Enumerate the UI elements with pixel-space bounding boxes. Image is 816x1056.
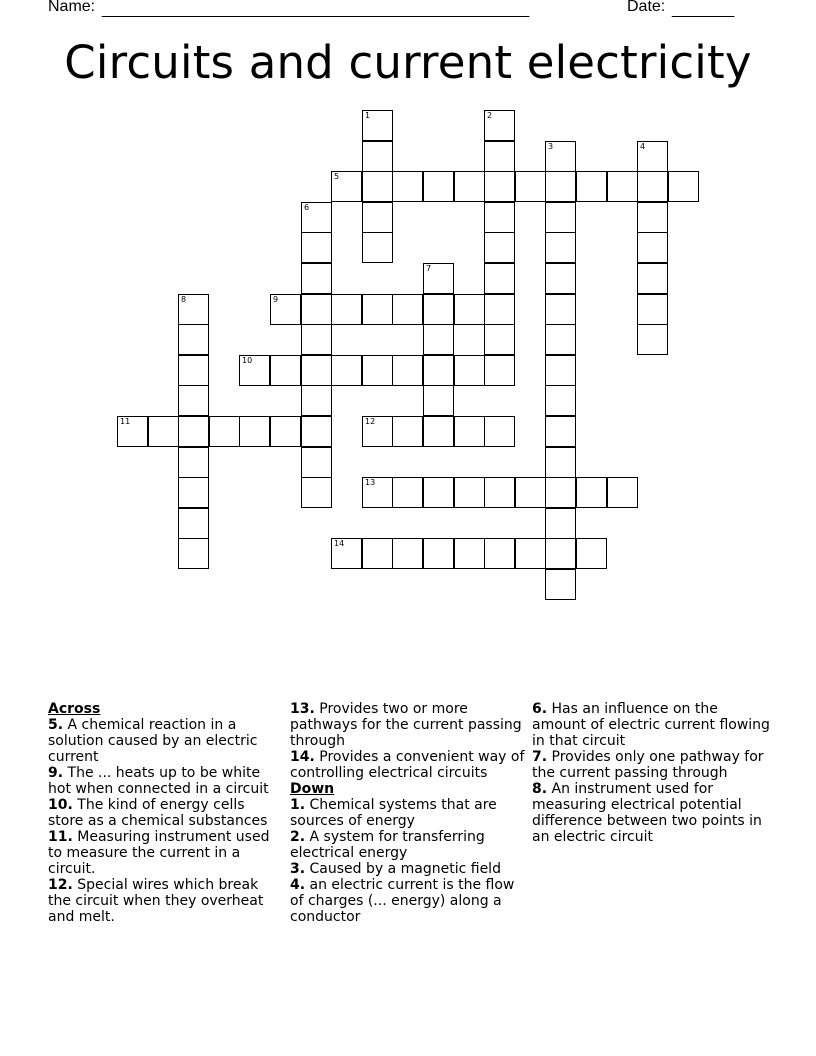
crossword-cell[interactable] bbox=[392, 294, 423, 325]
clues-column-2 bbox=[290, 701, 526, 925]
crossword-cell[interactable] bbox=[239, 416, 270, 447]
crossword-cell[interactable] bbox=[484, 110, 515, 141]
clue-number: 14. bbox=[290, 749, 315, 765]
across-heading: Across bbox=[48, 701, 101, 717]
crossword-cell[interactable] bbox=[362, 171, 393, 202]
crossword-cell[interactable] bbox=[331, 538, 362, 569]
clue-number: 3. bbox=[290, 861, 306, 877]
crossword-cell[interactable] bbox=[454, 477, 485, 508]
crossword-cell[interactable] bbox=[178, 355, 209, 386]
crossword-cell[interactable] bbox=[423, 294, 454, 325]
clue-text: Measuring instrument used to measure the current in a circuit. bbox=[48, 829, 270, 877]
clue-across-9 bbox=[48, 765, 284, 797]
cell-number: 13 bbox=[365, 478, 376, 487]
crossword-cell[interactable] bbox=[301, 385, 332, 416]
crossword-cell[interactable] bbox=[301, 263, 332, 294]
crossword-cell[interactable] bbox=[423, 171, 454, 202]
crossword-cell[interactable] bbox=[392, 477, 423, 508]
clue-number: 6. bbox=[532, 701, 548, 717]
clue-text: Has an influence on the amount of electric current flowing in that circuit bbox=[532, 701, 770, 749]
crossword-cell[interactable] bbox=[545, 355, 576, 386]
crossword-cell[interactable] bbox=[515, 538, 546, 569]
crossword-cell[interactable] bbox=[545, 477, 576, 508]
crossword-cell[interactable] bbox=[423, 385, 454, 416]
crossword-cell[interactable] bbox=[454, 294, 485, 325]
clue-down-8 bbox=[532, 781, 772, 845]
clue-number: 9. bbox=[48, 765, 64, 781]
cell-number: 1 bbox=[365, 111, 371, 120]
page-title: Circuits and current electricity bbox=[64, 36, 752, 89]
cell-number: 2 bbox=[487, 111, 493, 120]
crossword-cell[interactable] bbox=[331, 355, 362, 386]
crossword-cell[interactable] bbox=[454, 355, 485, 386]
clue-text: Provides only one pathway for the current passing through bbox=[532, 749, 764, 781]
crossword-cell[interactable] bbox=[545, 232, 576, 263]
crossword-cell[interactable] bbox=[392, 355, 423, 386]
crossword-cell[interactable] bbox=[301, 355, 332, 386]
clue-down-2 bbox=[290, 829, 526, 861]
cell-number: 12 bbox=[365, 417, 376, 426]
clue-text: Special wires which break the circuit when they overheat and melt. bbox=[48, 877, 264, 925]
clue-number: 5. bbox=[48, 717, 64, 733]
crossword-cell[interactable] bbox=[362, 110, 393, 141]
crossword-cell[interactable] bbox=[178, 385, 209, 416]
crossword-cell[interactable] bbox=[301, 416, 332, 447]
crossword-cell[interactable] bbox=[178, 294, 209, 325]
crossword-cell[interactable] bbox=[423, 263, 454, 294]
cell-number: 10 bbox=[242, 356, 253, 365]
crossword-cell[interactable] bbox=[637, 294, 668, 325]
crossword-cell[interactable] bbox=[545, 202, 576, 233]
date-label: Date: bbox=[627, 0, 666, 15]
crossword-cell[interactable] bbox=[178, 508, 209, 539]
crossword-cell[interactable] bbox=[362, 202, 393, 233]
crossword-cell[interactable] bbox=[545, 263, 576, 294]
clue-text: A chemical reaction in a solution caused by an electric current bbox=[48, 717, 258, 765]
crossword-cell[interactable] bbox=[545, 447, 576, 478]
crossword-cell[interactable] bbox=[301, 477, 332, 508]
crossword-cell[interactable] bbox=[454, 538, 485, 569]
clue-number: 2. bbox=[290, 829, 306, 845]
crossword-cell[interactable] bbox=[484, 477, 515, 508]
crossword-cell[interactable] bbox=[484, 324, 515, 355]
crossword-cell[interactable] bbox=[270, 416, 301, 447]
crossword-cell[interactable] bbox=[576, 538, 607, 569]
cell-number: 8 bbox=[181, 295, 187, 304]
down-heading: Down bbox=[290, 781, 335, 797]
crossword-cell[interactable] bbox=[576, 171, 607, 202]
crossword-cell[interactable] bbox=[484, 538, 515, 569]
clue-down-4 bbox=[290, 877, 526, 925]
clue-text: Provides two or more pathways for the current passing through bbox=[290, 701, 522, 749]
crossword-cell[interactable] bbox=[545, 385, 576, 416]
crossword-cell[interactable] bbox=[545, 141, 576, 172]
crossword-cell[interactable] bbox=[423, 416, 454, 447]
crossword-cell[interactable] bbox=[484, 171, 515, 202]
crossword-cell[interactable] bbox=[515, 171, 546, 202]
cell-number: 11 bbox=[120, 417, 131, 426]
crossword-cell[interactable] bbox=[576, 477, 607, 508]
name-field-line[interactable]: ________________________________________________ bbox=[102, 1, 530, 18]
crossword-cell[interactable] bbox=[148, 416, 179, 447]
crossword-cell[interactable] bbox=[392, 416, 423, 447]
date-field-line[interactable]: _______ bbox=[672, 1, 735, 18]
crossword-cell[interactable] bbox=[362, 477, 393, 508]
clue-number: 13. bbox=[290, 701, 315, 717]
clue-down-7 bbox=[532, 749, 772, 781]
crossword-cell[interactable] bbox=[209, 416, 240, 447]
cell-number: 3 bbox=[548, 142, 554, 151]
crossword-cell[interactable] bbox=[239, 355, 270, 386]
crossword-cell[interactable] bbox=[392, 171, 423, 202]
crossword-cell[interactable] bbox=[331, 171, 362, 202]
crossword-cell[interactable] bbox=[270, 355, 301, 386]
clue-down-3 bbox=[290, 861, 526, 877]
cell-number: 14 bbox=[334, 539, 345, 548]
crossword-cell[interactable] bbox=[484, 416, 515, 447]
clue-across-5 bbox=[48, 717, 284, 765]
clue-text: an electric current is the flow of charges (... energy) along a conductor bbox=[290, 877, 515, 925]
crossword-cell[interactable] bbox=[178, 324, 209, 355]
crossword-cell[interactable] bbox=[637, 141, 668, 172]
crossword-cell[interactable] bbox=[545, 171, 576, 202]
crossword-cell[interactable] bbox=[545, 508, 576, 539]
crossword-cell[interactable] bbox=[362, 294, 393, 325]
crossword-cell[interactable] bbox=[637, 171, 668, 202]
clue-across-11 bbox=[48, 829, 284, 877]
crossword-cell[interactable] bbox=[423, 538, 454, 569]
crossword-cell[interactable] bbox=[392, 538, 423, 569]
crossword-cell[interactable] bbox=[668, 171, 699, 202]
crossword-cell[interactable] bbox=[301, 202, 332, 233]
crossword-cell[interactable] bbox=[545, 416, 576, 447]
clue-text: The ... heats up to be white hot when connected in a circuit bbox=[48, 765, 269, 797]
clue-across-10 bbox=[48, 797, 284, 829]
name-label: Name: bbox=[48, 0, 96, 15]
crossword-cell[interactable] bbox=[454, 416, 485, 447]
clue-number: 7. bbox=[532, 749, 548, 765]
clues-column-3 bbox=[532, 701, 772, 845]
clue-text: An instrument used for measuring electrical potential difference between two points in an electric circuit bbox=[532, 781, 762, 845]
crossword-cell[interactable] bbox=[362, 416, 393, 447]
clue-across-13 bbox=[290, 701, 526, 749]
crossword-cell[interactable] bbox=[607, 171, 638, 202]
clue-across-12 bbox=[48, 877, 284, 925]
crossword-cell[interactable] bbox=[117, 416, 148, 447]
crossword-cell[interactable] bbox=[423, 355, 454, 386]
crossword-cell[interactable] bbox=[362, 538, 393, 569]
clue-text: Caused by a magnetic field bbox=[309, 861, 501, 877]
clue-number: 11. bbox=[48, 829, 73, 845]
clue-text: Chemical systems that are sources of energy bbox=[290, 797, 497, 829]
crossword-cell[interactable] bbox=[423, 477, 454, 508]
crossword-cell[interactable] bbox=[637, 202, 668, 233]
crossword-cell[interactable] bbox=[454, 171, 485, 202]
clue-down-1 bbox=[290, 797, 526, 829]
crossword-cell[interactable] bbox=[545, 294, 576, 325]
crossword-cell[interactable] bbox=[423, 324, 454, 355]
crossword-cell[interactable] bbox=[301, 294, 332, 325]
crossword-cell[interactable] bbox=[484, 263, 515, 294]
clue-number: 1. bbox=[290, 797, 306, 813]
crossword-cell[interactable] bbox=[178, 477, 209, 508]
crossword-cell[interactable] bbox=[484, 202, 515, 233]
crossword-cell[interactable] bbox=[637, 263, 668, 294]
clue-text: The kind of energy cells store as a chemical substances bbox=[48, 797, 268, 829]
crossword-cell[interactable] bbox=[178, 416, 209, 447]
crossword-cell[interactable] bbox=[484, 355, 515, 386]
clues-column-1 bbox=[48, 701, 284, 925]
crossword-cell[interactable] bbox=[515, 477, 546, 508]
crossword-cell[interactable] bbox=[301, 324, 332, 355]
clue-number: 10. bbox=[48, 797, 73, 813]
clue-number: 4. bbox=[290, 877, 306, 893]
crossword-cell[interactable] bbox=[362, 355, 393, 386]
crossword-cell[interactable] bbox=[301, 232, 332, 263]
crossword-cell[interactable] bbox=[607, 477, 638, 508]
crossword-cell[interactable] bbox=[545, 569, 576, 600]
cell-number: 4 bbox=[640, 142, 646, 151]
crossword-cell[interactable] bbox=[178, 538, 209, 569]
crossword-cell[interactable] bbox=[270, 294, 301, 325]
crossword-cell[interactable] bbox=[484, 141, 515, 172]
crossword-cell[interactable] bbox=[545, 324, 576, 355]
clue-across-14 bbox=[290, 749, 526, 781]
crossword-cell[interactable] bbox=[178, 447, 209, 478]
crossword-cell[interactable] bbox=[331, 294, 362, 325]
crossword-cell[interactable] bbox=[637, 232, 668, 263]
cell-number: 7 bbox=[426, 264, 432, 273]
clue-down-6 bbox=[532, 701, 772, 749]
crossword-cell[interactable] bbox=[362, 141, 393, 172]
crossword-cell[interactable] bbox=[362, 232, 393, 263]
cell-number: 9 bbox=[273, 295, 279, 304]
crossword-cell[interactable] bbox=[301, 447, 332, 478]
clue-number: 8. bbox=[532, 781, 548, 797]
cell-number: 6 bbox=[304, 203, 310, 212]
crossword-cell[interactable] bbox=[637, 324, 668, 355]
crossword-cell[interactable] bbox=[484, 294, 515, 325]
clue-text: Provides a convenient way of controlling electrical circuits bbox=[290, 749, 525, 781]
cell-number: 5 bbox=[334, 172, 340, 181]
crossword-cell[interactable] bbox=[484, 232, 515, 263]
clue-text: A system for transferring electrical energy bbox=[290, 829, 485, 861]
crossword-cell[interactable] bbox=[545, 538, 576, 569]
clue-number: 12. bbox=[48, 877, 73, 893]
